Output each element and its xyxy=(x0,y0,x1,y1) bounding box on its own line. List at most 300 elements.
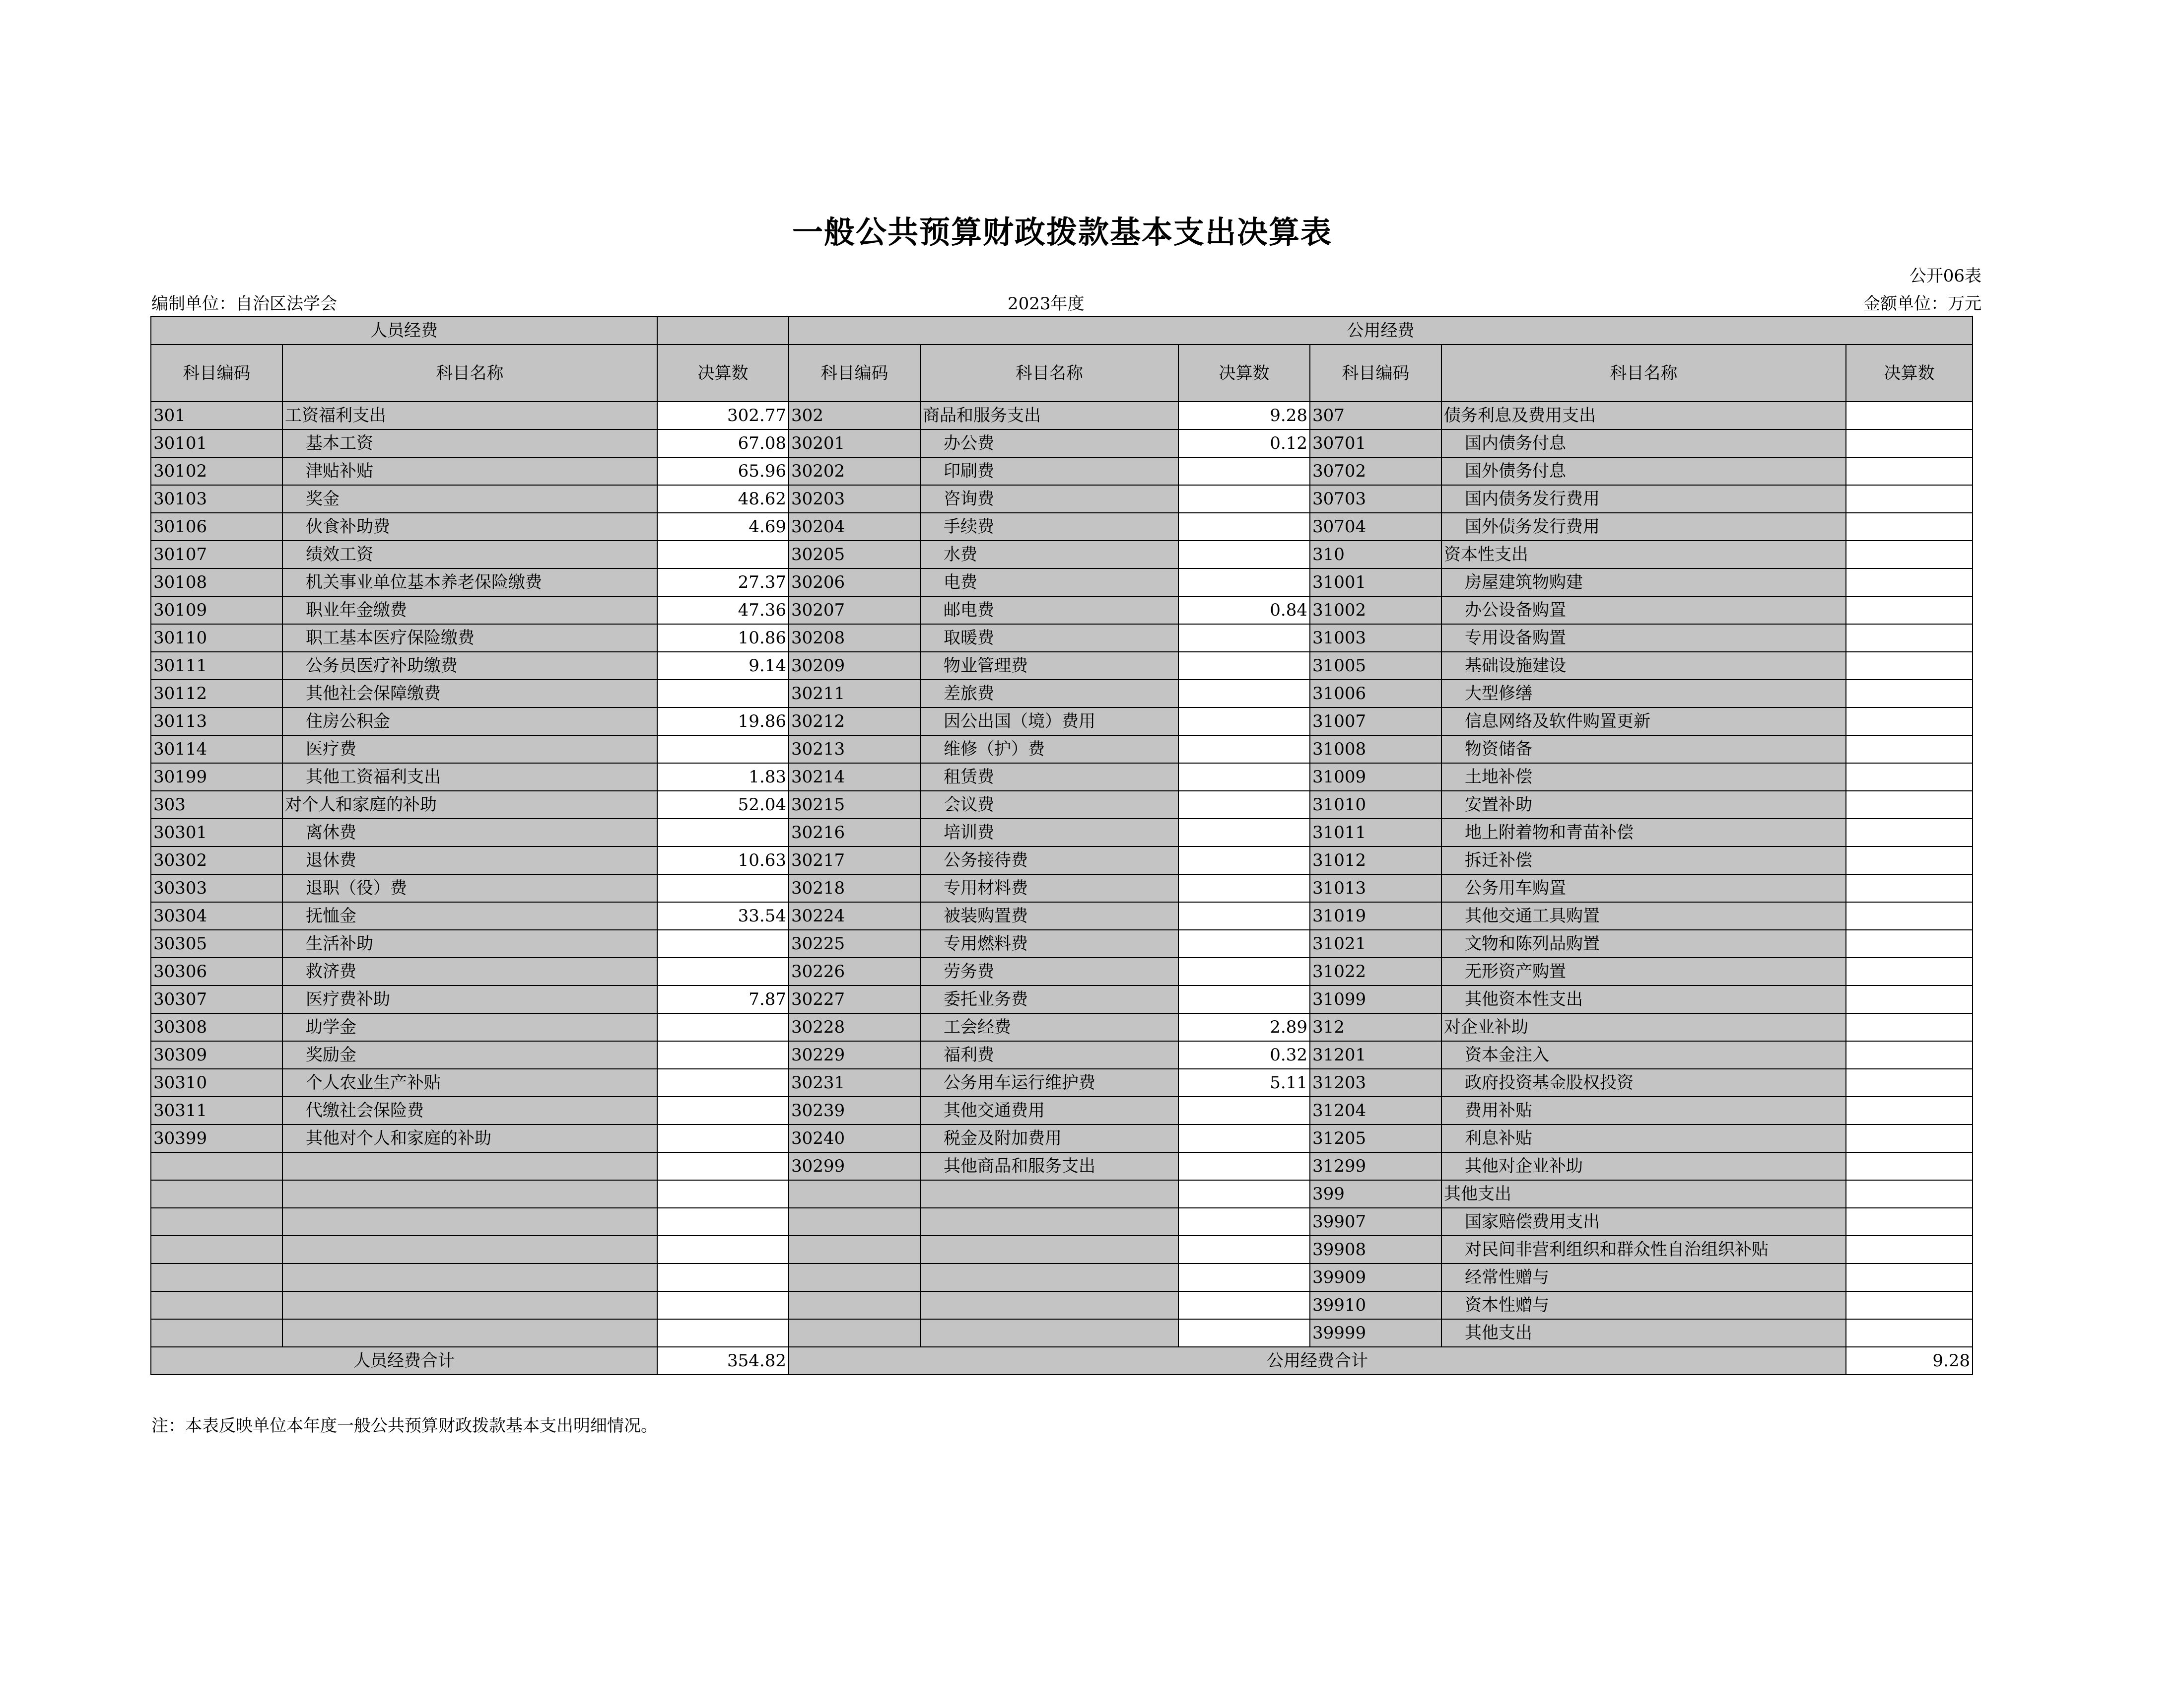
cell-code: 30215 xyxy=(789,791,920,819)
cell-code xyxy=(789,1319,920,1347)
cell-name: 其他资本性支出 xyxy=(1441,985,1846,1013)
cell-amount xyxy=(1178,541,1310,568)
table-row xyxy=(151,902,1973,930)
cell-amount xyxy=(1846,985,1973,1013)
cell-amount xyxy=(1846,1013,1973,1041)
cell-code: 30226 xyxy=(789,958,920,985)
table-row xyxy=(151,707,1973,735)
cell-code: 30201 xyxy=(789,429,920,457)
cell-amount xyxy=(1846,1180,1973,1208)
cell-code xyxy=(789,1236,920,1264)
cell-code: 30229 xyxy=(789,1041,920,1069)
cell-amount xyxy=(657,1069,789,1097)
cell-amount: 52.04 xyxy=(657,791,789,819)
cell-code: 303 xyxy=(151,791,282,819)
cell-name: 租赁费 xyxy=(920,763,1178,791)
cell-name xyxy=(920,1264,1178,1291)
cell-code: 30208 xyxy=(789,624,920,652)
table-row xyxy=(151,1319,1973,1347)
cell-name: 资本性赠与 xyxy=(1441,1291,1846,1319)
cell-code: 31003 xyxy=(1310,624,1441,652)
cell-amount xyxy=(1178,1208,1310,1236)
cell-code xyxy=(151,1208,282,1236)
cell-code: 30112 xyxy=(151,680,282,707)
cell-code: 30209 xyxy=(789,652,920,680)
cell-code: 30108 xyxy=(151,568,282,596)
table-row xyxy=(151,1291,1973,1319)
cell-name xyxy=(282,1208,657,1236)
cell-code xyxy=(151,1319,282,1347)
expenditure-table xyxy=(150,316,1973,1375)
cell-code: 312 xyxy=(1310,1013,1441,1041)
cell-code xyxy=(151,1152,282,1180)
cell-amount xyxy=(1846,1125,1973,1152)
cell-code: 30110 xyxy=(151,624,282,652)
cell-amount xyxy=(1178,958,1310,985)
table-row xyxy=(151,513,1973,541)
cell-amount xyxy=(1846,1291,1973,1319)
table-row xyxy=(151,1152,1973,1180)
cell-amount xyxy=(1178,1097,1310,1125)
cell-code: 30307 xyxy=(151,985,282,1013)
cell-code: 31007 xyxy=(1310,707,1441,735)
table-row xyxy=(151,1097,1973,1125)
cell-name xyxy=(920,1236,1178,1264)
cell-name: 基础设施建设 xyxy=(1441,652,1846,680)
cell-name: 被装购置费 xyxy=(920,902,1178,930)
currency-unit: 金额单位：万元 xyxy=(1863,294,1981,314)
group-header-public: 公用经费 xyxy=(789,317,1973,345)
cell-code: 30106 xyxy=(151,513,282,541)
cell-code: 31012 xyxy=(1310,846,1441,874)
cell-name: 奖励金 xyxy=(282,1041,657,1069)
cell-amount xyxy=(1178,819,1310,846)
cell-name: 因公出国（境）费用 xyxy=(920,707,1178,735)
cell-name: 个人农业生产补贴 xyxy=(282,1069,657,1097)
cell-amount xyxy=(657,680,789,707)
cell-name: 其他支出 xyxy=(1441,1319,1846,1347)
cell-code: 30109 xyxy=(151,596,282,624)
cell-code: 30399 xyxy=(151,1125,282,1152)
cell-code: 310 xyxy=(1310,541,1441,568)
cell-code: 31005 xyxy=(1310,652,1441,680)
table-row xyxy=(151,402,1973,429)
cell-amount: 27.37 xyxy=(657,568,789,596)
cell-name xyxy=(920,1180,1178,1208)
cell-amount: 5.11 xyxy=(1178,1069,1310,1097)
cell-amount: 10.86 xyxy=(657,624,789,652)
cell-code: 31010 xyxy=(1310,791,1441,819)
table-row xyxy=(151,985,1973,1013)
cell-name: 办公费 xyxy=(920,429,1178,457)
cell-amount xyxy=(1846,568,1973,596)
cell-amount xyxy=(657,930,789,958)
cell-amount xyxy=(1846,541,1973,568)
cell-name xyxy=(920,1319,1178,1347)
table-row xyxy=(151,680,1973,707)
cell-name: 劳务费 xyxy=(920,958,1178,985)
cell-amount xyxy=(1178,680,1310,707)
table-row xyxy=(151,596,1973,624)
cell-code: 30308 xyxy=(151,1013,282,1041)
table-row xyxy=(151,874,1973,902)
cell-code: 30302 xyxy=(151,846,282,874)
cell-name: 安置补助 xyxy=(1441,791,1846,819)
cell-amount: 9.14 xyxy=(657,652,789,680)
col-header-amount: 决算数 xyxy=(1846,345,1973,402)
cell-name: 福利费 xyxy=(920,1041,1178,1069)
cell-code: 31203 xyxy=(1310,1069,1441,1097)
col-header-name: 科目名称 xyxy=(282,345,657,402)
cell-name: 咨询费 xyxy=(920,485,1178,513)
form-code: 公开06表 xyxy=(1909,266,1981,286)
cell-name: 其他对个人和家庭的补助 xyxy=(282,1125,657,1152)
cell-code: 30305 xyxy=(151,930,282,958)
cell-code: 39908 xyxy=(1310,1236,1441,1264)
cell-code: 31011 xyxy=(1310,819,1441,846)
cell-amount xyxy=(1178,707,1310,735)
cell-code: 30225 xyxy=(789,930,920,958)
cell-amount xyxy=(657,874,789,902)
cell-name: 专用设备购置 xyxy=(1441,624,1846,652)
cell-amount xyxy=(1846,1069,1973,1097)
cell-name xyxy=(282,1291,657,1319)
cell-name: 国内债务付息 xyxy=(1441,429,1846,457)
cell-code: 30207 xyxy=(789,596,920,624)
cell-name: 邮电费 xyxy=(920,596,1178,624)
cell-code: 30240 xyxy=(789,1125,920,1152)
cell-name: 职工基本医疗保险缴费 xyxy=(282,624,657,652)
cell-code: 31299 xyxy=(1310,1152,1441,1180)
cell-amount xyxy=(1846,735,1973,763)
cell-code: 39907 xyxy=(1310,1208,1441,1236)
cell-name: 基本工资 xyxy=(282,429,657,457)
cell-code: 30214 xyxy=(789,763,920,791)
cell-amount xyxy=(1846,763,1973,791)
cell-code: 30212 xyxy=(789,707,920,735)
cell-amount xyxy=(1178,930,1310,958)
public-total-label: 公用经费合计 xyxy=(789,1347,1846,1375)
cell-amount: 10.63 xyxy=(657,846,789,874)
cell-amount xyxy=(657,1125,789,1152)
cell-amount xyxy=(1178,624,1310,652)
cell-name xyxy=(282,1264,657,1291)
cell-name: 费用补贴 xyxy=(1441,1097,1846,1125)
cell-name: 机关事业单位基本养老保险缴费 xyxy=(282,568,657,596)
cell-name: 利息补贴 xyxy=(1441,1125,1846,1152)
cell-code: 31022 xyxy=(1310,958,1441,985)
cell-code: 30203 xyxy=(789,485,920,513)
cell-name: 委托业务费 xyxy=(920,985,1178,1013)
cell-name: 公务接待费 xyxy=(920,846,1178,874)
cell-code: 31009 xyxy=(1310,763,1441,791)
cell-name: 住房公积金 xyxy=(282,707,657,735)
cell-amount xyxy=(1846,846,1973,874)
cell-amount xyxy=(1846,1236,1973,1264)
cell-code xyxy=(789,1208,920,1236)
cell-code: 30304 xyxy=(151,902,282,930)
cell-amount: 0.12 xyxy=(1178,429,1310,457)
public-total-value: 9.28 xyxy=(1846,1347,1973,1375)
cell-code: 30217 xyxy=(789,846,920,874)
cell-name: 会议费 xyxy=(920,791,1178,819)
cell-amount xyxy=(657,1236,789,1264)
cell-amount xyxy=(1846,596,1973,624)
cell-amount xyxy=(1846,624,1973,652)
cell-code: 30199 xyxy=(151,763,282,791)
table-row xyxy=(151,568,1973,596)
cell-code: 31001 xyxy=(1310,568,1441,596)
cell-amount xyxy=(1846,402,1973,429)
cell-amount xyxy=(1846,1319,1973,1347)
cell-code: 31201 xyxy=(1310,1041,1441,1069)
cell-name: 税金及附加费用 xyxy=(920,1125,1178,1152)
cell-amount xyxy=(1846,791,1973,819)
cell-code: 302 xyxy=(789,402,920,429)
cell-name: 绩效工资 xyxy=(282,541,657,568)
cell-name: 对企业补助 xyxy=(1441,1013,1846,1041)
cell-name: 商品和服务支出 xyxy=(920,402,1178,429)
cell-name: 退休费 xyxy=(282,846,657,874)
cell-name: 医疗费 xyxy=(282,735,657,763)
cell-name: 代缴社会保险费 xyxy=(282,1097,657,1125)
table-row xyxy=(151,429,1973,457)
table-row xyxy=(151,1013,1973,1041)
col-header-amount: 决算数 xyxy=(657,345,789,402)
cell-amount xyxy=(1178,1291,1310,1319)
table-body xyxy=(151,402,1973,1347)
cell-amount: 1.83 xyxy=(657,763,789,791)
cell-amount xyxy=(1846,485,1973,513)
cell-amount xyxy=(657,1319,789,1347)
cell-amount xyxy=(1846,874,1973,902)
cell-code: 30111 xyxy=(151,652,282,680)
cell-name: 物业管理费 xyxy=(920,652,1178,680)
cell-amount xyxy=(1178,652,1310,680)
cell-amount xyxy=(1846,1152,1973,1180)
cell-amount: 47.36 xyxy=(657,596,789,624)
cell-name: 经常性赠与 xyxy=(1441,1264,1846,1291)
cell-code xyxy=(789,1264,920,1291)
cell-code: 30101 xyxy=(151,429,282,457)
table-row xyxy=(151,791,1973,819)
cell-amount xyxy=(1846,429,1973,457)
cell-name: 土地补偿 xyxy=(1441,763,1846,791)
cell-amount xyxy=(1846,1208,1973,1236)
cell-amount xyxy=(657,1180,789,1208)
cell-name: 维修（护）费 xyxy=(920,735,1178,763)
cell-amount xyxy=(657,541,789,568)
cell-name: 国外债务付息 xyxy=(1441,457,1846,485)
cell-amount xyxy=(1178,568,1310,596)
cell-code: 30303 xyxy=(151,874,282,902)
cell-name: 国外债务发行费用 xyxy=(1441,513,1846,541)
cell-amount: 9.28 xyxy=(1178,402,1310,429)
table-row xyxy=(151,1236,1973,1264)
cell-amount xyxy=(1846,1264,1973,1291)
cell-name: 大型修缮 xyxy=(1441,680,1846,707)
table-row xyxy=(151,1264,1973,1291)
cell-name: 债务利息及费用支出 xyxy=(1441,402,1846,429)
cell-code: 30205 xyxy=(789,541,920,568)
cell-name: 资本金注入 xyxy=(1441,1041,1846,1069)
col-header-name: 科目名称 xyxy=(1441,345,1846,402)
cell-code: 30102 xyxy=(151,457,282,485)
cell-code: 31006 xyxy=(1310,680,1441,707)
personnel-total-label: 人员经费合计 xyxy=(151,1347,657,1375)
cell-amount xyxy=(1178,1125,1310,1152)
col-header-code: 科目编码 xyxy=(789,345,920,402)
cell-name: 地上附着物和青苗补偿 xyxy=(1441,819,1846,846)
cell-name: 退职（役）费 xyxy=(282,874,657,902)
cell-code: 39909 xyxy=(1310,1264,1441,1291)
cell-amount xyxy=(1178,735,1310,763)
cell-name: 对民间非营利组织和群众性自治组织补贴 xyxy=(1441,1236,1846,1264)
cell-name: 抚恤金 xyxy=(282,902,657,930)
cell-amount xyxy=(657,1041,789,1069)
table-row xyxy=(151,1180,1973,1208)
cell-code: 39999 xyxy=(1310,1319,1441,1347)
cell-name xyxy=(282,1180,657,1208)
cell-amount xyxy=(1178,1180,1310,1208)
cell-name: 其他工资福利支出 xyxy=(282,763,657,791)
table-row xyxy=(151,846,1973,874)
table-row xyxy=(151,1041,1973,1069)
cell-code xyxy=(151,1291,282,1319)
col-header-amount: 决算数 xyxy=(1178,345,1310,402)
cell-code: 30216 xyxy=(789,819,920,846)
cell-amount xyxy=(1178,846,1310,874)
cell-amount xyxy=(1846,652,1973,680)
cell-name: 工资福利支出 xyxy=(282,402,657,429)
table-row xyxy=(151,1069,1973,1097)
cell-amount xyxy=(1178,1152,1310,1180)
cell-name: 专用材料费 xyxy=(920,874,1178,902)
cell-code xyxy=(151,1180,282,1208)
col-header-code: 科目编码 xyxy=(1310,345,1441,402)
reporting-unit: 编制单位：自治区法学会 xyxy=(151,294,337,314)
cell-code: 30299 xyxy=(789,1152,920,1180)
cell-name: 公务员医疗补助缴费 xyxy=(282,652,657,680)
cell-amount xyxy=(1846,1041,1973,1069)
cell-name: 奖金 xyxy=(282,485,657,513)
cell-code: 39910 xyxy=(1310,1291,1441,1319)
table-row xyxy=(151,819,1973,846)
cell-code: 30206 xyxy=(789,568,920,596)
cell-amount xyxy=(1178,513,1310,541)
cell-amount xyxy=(1178,1264,1310,1291)
cell-code xyxy=(789,1180,920,1208)
cell-amount xyxy=(1846,958,1973,985)
cell-amount xyxy=(1178,1319,1310,1347)
table-row xyxy=(151,457,1973,485)
cell-amount: 2.89 xyxy=(1178,1013,1310,1041)
cell-name: 取暖费 xyxy=(920,624,1178,652)
cell-amount: 65.96 xyxy=(657,457,789,485)
cell-name: 津贴补贴 xyxy=(282,457,657,485)
fiscal-year: 2023年度 xyxy=(1008,294,1085,314)
cell-amount xyxy=(1178,985,1310,1013)
cell-name: 其他对企业补助 xyxy=(1441,1152,1846,1180)
cell-code: 30703 xyxy=(1310,485,1441,513)
cell-name: 伙食补助费 xyxy=(282,513,657,541)
col-header-name: 科目名称 xyxy=(920,345,1178,402)
cell-name: 职业年金缴费 xyxy=(282,596,657,624)
cell-code: 399 xyxy=(1310,1180,1441,1208)
cell-name: 印刷费 xyxy=(920,457,1178,485)
cell-name xyxy=(282,1319,657,1347)
table-row xyxy=(151,485,1973,513)
cell-name: 公务用车运行维护费 xyxy=(920,1069,1178,1097)
cell-code: 30202 xyxy=(789,457,920,485)
cell-code: 301 xyxy=(151,402,282,429)
cell-name: 专用燃料费 xyxy=(920,930,1178,958)
cell-amount xyxy=(1178,457,1310,485)
cell-amount xyxy=(1178,874,1310,902)
cell-name: 信息网络及软件购置更新 xyxy=(1441,707,1846,735)
table-row xyxy=(151,763,1973,791)
cell-code: 31021 xyxy=(1310,930,1441,958)
cell-code: 30309 xyxy=(151,1041,282,1069)
cell-name: 其他交通工具购置 xyxy=(1441,902,1846,930)
cell-code: 30311 xyxy=(151,1097,282,1125)
cell-amount xyxy=(1846,680,1973,707)
cell-name: 房屋建筑物购建 xyxy=(1441,568,1846,596)
table-row xyxy=(151,1208,1973,1236)
cell-name: 差旅费 xyxy=(920,680,1178,707)
cell-code: 30231 xyxy=(789,1069,920,1097)
cell-code: 30113 xyxy=(151,707,282,735)
cell-code: 30224 xyxy=(789,902,920,930)
cell-amount xyxy=(1178,902,1310,930)
cell-name: 政府投资基金股权投资 xyxy=(1441,1069,1846,1097)
cell-name: 其他交通费用 xyxy=(920,1097,1178,1125)
cell-code: 30114 xyxy=(151,735,282,763)
cell-code: 30228 xyxy=(789,1013,920,1041)
cell-code: 31002 xyxy=(1310,596,1441,624)
cell-name: 公务用车购置 xyxy=(1441,874,1846,902)
cell-code: 30213 xyxy=(789,735,920,763)
cell-name: 工会经费 xyxy=(920,1013,1178,1041)
cell-name: 其他支出 xyxy=(1441,1180,1846,1208)
cell-amount xyxy=(657,1097,789,1125)
cell-amount: 0.84 xyxy=(1178,596,1310,624)
cell-name xyxy=(282,1152,657,1180)
table-row xyxy=(151,624,1973,652)
cell-code: 31205 xyxy=(1310,1125,1441,1152)
cell-amount: 4.69 xyxy=(657,513,789,541)
cell-amount: 7.87 xyxy=(657,985,789,1013)
cell-amount xyxy=(1846,1097,1973,1125)
cell-code: 307 xyxy=(1310,402,1441,429)
cell-code: 30704 xyxy=(1310,513,1441,541)
table-row xyxy=(151,541,1973,568)
cell-code: 30702 xyxy=(1310,457,1441,485)
table-row xyxy=(151,652,1973,680)
cell-code: 30239 xyxy=(789,1097,920,1125)
cell-code: 30310 xyxy=(151,1069,282,1097)
cell-amount xyxy=(1846,513,1973,541)
cell-amount xyxy=(1178,1236,1310,1264)
cell-name: 办公设备购置 xyxy=(1441,596,1846,624)
cell-name: 国内债务发行费用 xyxy=(1441,485,1846,513)
cell-amount xyxy=(1178,763,1310,791)
cell-name: 拆迁补偿 xyxy=(1441,846,1846,874)
cell-name: 文物和陈列品购置 xyxy=(1441,930,1846,958)
table-row xyxy=(151,958,1973,985)
cell-code: 30301 xyxy=(151,819,282,846)
cell-amount xyxy=(657,1152,789,1180)
